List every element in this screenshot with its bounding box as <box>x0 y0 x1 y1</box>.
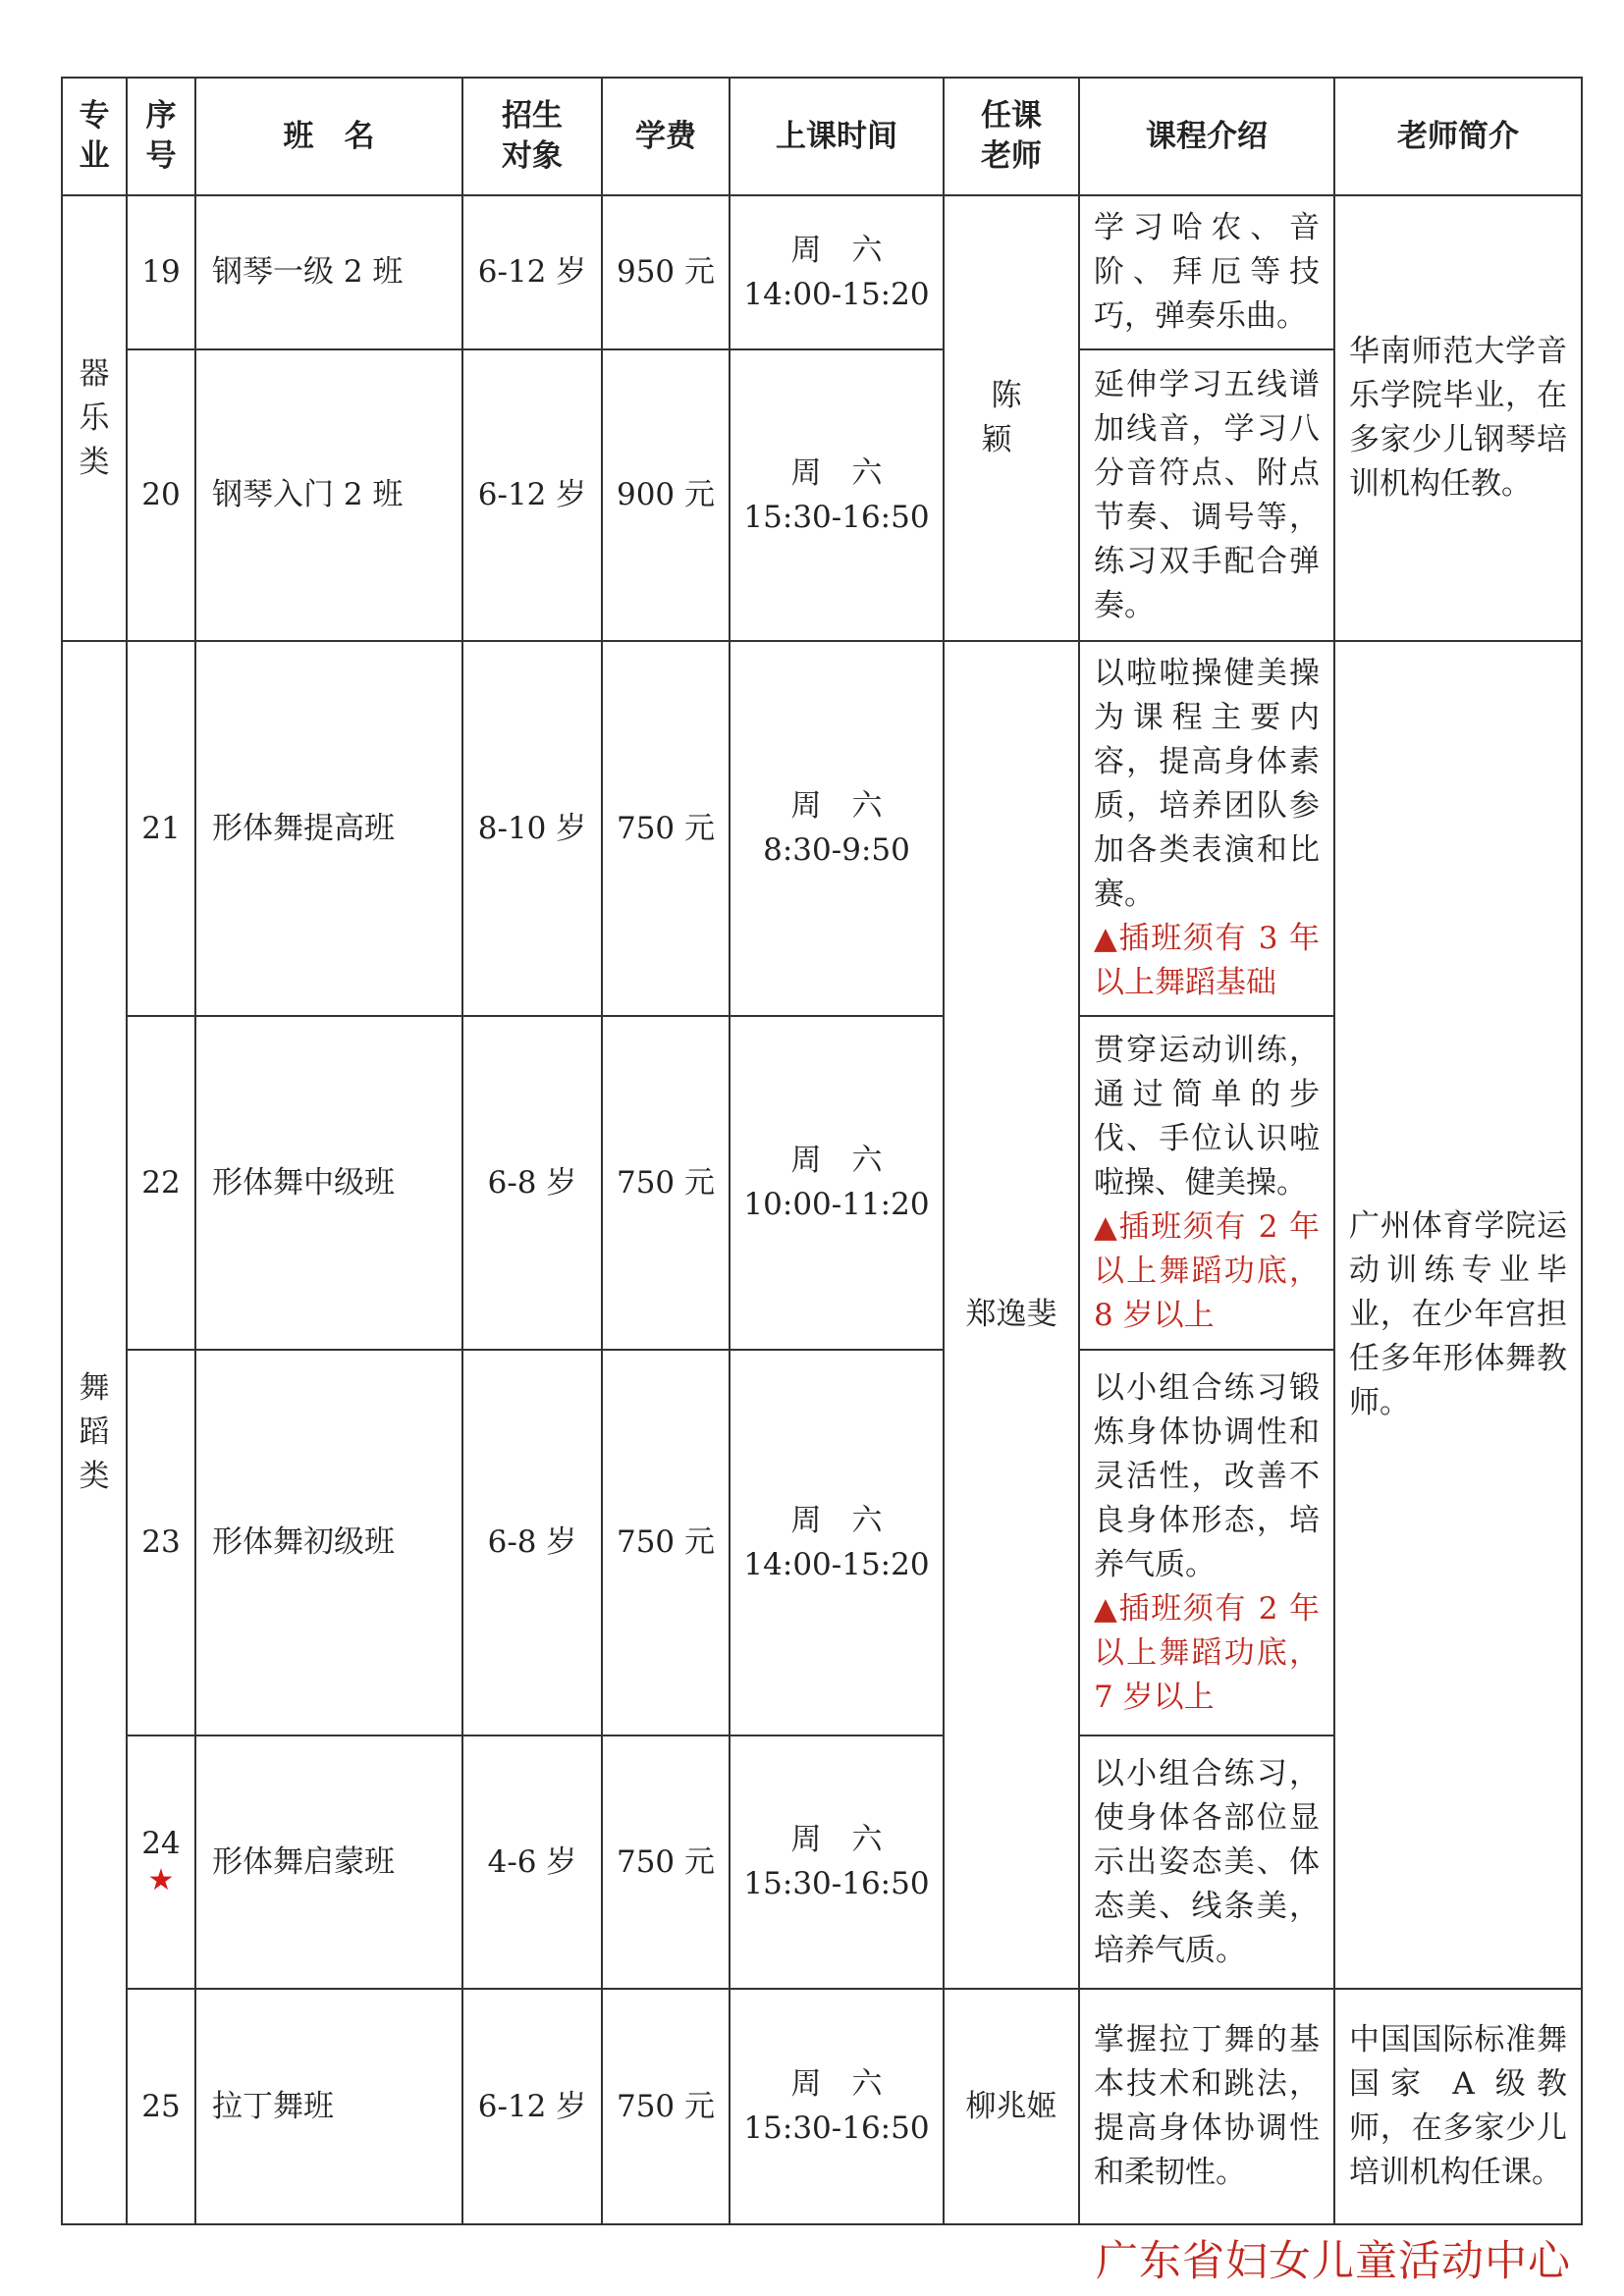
table-row <box>62 195 1582 349</box>
time-cell <box>730 641 944 1016</box>
time-cell <box>730 195 944 349</box>
teacher-intro-cell: 广州体育学院运动训练专业毕业，在少年宫担任多年形体舞教师。 <box>1334 641 1582 1989</box>
day-text: 周 六 <box>790 232 883 268</box>
header-fee: 学费 <box>602 78 730 195</box>
header-seq: 序号 <box>127 78 195 195</box>
header-teacher-intro: 老师简介 <box>1334 78 1582 195</box>
desc-text: 以啦啦操健美操为课程主要内容，提高身体素质，培养团队参加各类表演和比赛。 <box>1094 656 1320 912</box>
time-cell <box>730 1989 944 2224</box>
time-cell <box>730 349 944 641</box>
target-cell: 4-6 岁 <box>462 1735 602 1989</box>
day-text: 周 六 <box>790 454 883 491</box>
desc-text: 贯穿运动训练，通过简单的步伐、手位认识啦啦操、健美操。 <box>1094 1032 1320 1201</box>
course-table <box>61 77 1583 2225</box>
teacher-intro-cell: 华南师范大学音乐学院毕业，在多家少儿钢琴培训机构任教。 <box>1334 195 1582 641</box>
target-cell: 6-12 岁 <box>462 349 602 641</box>
hours-text: 8:30-9:50 <box>763 832 910 868</box>
seq-cell: 21 <box>127 641 195 1016</box>
class-name-cell: 钢琴入门 2 班 <box>195 349 462 641</box>
class-name-cell: 形体舞初级班 <box>195 1350 462 1735</box>
seq-number: 24 <box>141 1826 181 1861</box>
enrollment-note: ▲插班须有 2 年以上舞蹈功底，7 岁以上 <box>1094 1590 1320 1715</box>
header-intro: 课程介绍 <box>1079 78 1334 195</box>
group-instrument: 器乐类 <box>62 195 127 641</box>
desc-cell <box>1079 1016 1334 1350</box>
target-cell: 6-8 岁 <box>462 1016 602 1350</box>
table-row <box>62 641 1582 1016</box>
desc-cell <box>1079 641 1334 1016</box>
hours-text: 10:00-11:20 <box>743 1187 930 1222</box>
seq-cell: 19 <box>127 195 195 349</box>
target-cell: 6-8 岁 <box>462 1350 602 1735</box>
group-dance: 舞蹈类 <box>62 641 127 2224</box>
header-time: 上课时间 <box>730 78 944 195</box>
fee-cell: 750 元 <box>602 1989 730 2224</box>
teacher-cell <box>944 641 1079 1989</box>
teacher-cell <box>944 1989 1079 2224</box>
day-text: 周 六 <box>790 2066 883 2102</box>
fee-cell: 900 元 <box>602 349 730 641</box>
target-cell: 6-12 岁 <box>462 1989 602 2224</box>
fee-cell: 750 元 <box>602 641 730 1016</box>
teacher-name: 陈颖 <box>981 378 1052 457</box>
target-cell: 8-10 岁 <box>462 641 602 1016</box>
desc-cell <box>1079 1350 1334 1735</box>
enrollment-note: ▲插班须有 2 年以上舞蹈功底，8 岁以上 <box>1094 1208 1320 1333</box>
target-cell: 6-12 岁 <box>462 195 602 349</box>
desc-cell: 学习哈农、音阶、拜厄等技巧，弹奏乐曲。 <box>1079 195 1334 349</box>
desc-cell: 以小组合练习，使身体各部位显示出姿态美、体态美、线条美，培养气质。 <box>1079 1735 1334 1989</box>
seq-cell: 20 <box>127 349 195 641</box>
seq-cell <box>127 1735 195 1989</box>
teacher-name: 柳兆姬 <box>965 2088 1057 2124</box>
star-icon: ★ <box>147 1863 175 1897</box>
class-name-cell: 钢琴一级 2 班 <box>195 195 462 349</box>
teacher-name: 郑逸斐 <box>965 1297 1057 1332</box>
time-cell <box>730 1350 944 1735</box>
desc-cell: 延伸学习五线谱加线音，学习八分音符点、附点节奏、调号等，练习双手配合弹奏。 <box>1079 349 1334 641</box>
teacher-cell <box>944 195 1079 641</box>
table-row <box>62 1989 1582 2224</box>
hours-text: 15:30-16:50 <box>743 2110 930 2146</box>
seq-cell: 23 <box>127 1350 195 1735</box>
hours-text: 15:30-16:50 <box>743 1866 930 1901</box>
class-name-cell: 拉丁舞班 <box>195 1989 462 2224</box>
class-name-cell: 形体舞提高班 <box>195 641 462 1016</box>
day-text: 周 六 <box>790 1822 883 1857</box>
fee-cell: 950 元 <box>602 195 730 349</box>
organization-footer: 广东省妇女儿童活动中心 <box>1096 2237 1571 2286</box>
hours-text: 14:00-15:20 <box>743 276 930 312</box>
seq-cell: 25 <box>127 1989 195 2224</box>
time-cell <box>730 1016 944 1350</box>
desc-text: 以小组合练习锻炼身体协调性和灵活性，改善不良身体形态，培养气质。 <box>1094 1369 1320 1582</box>
class-name-cell: 形体舞启蒙班 <box>195 1735 462 1989</box>
header-major: 专业 <box>62 78 127 195</box>
day-text: 周 六 <box>790 1143 883 1178</box>
class-name-cell: 形体舞中级班 <box>195 1016 462 1350</box>
enrollment-note: ▲插班须有 3 年以上舞蹈基础 <box>1094 921 1320 1000</box>
header-teacher: 任课老师 <box>944 78 1079 195</box>
header-target: 招生对象 <box>462 78 602 195</box>
header-class-name: 班 名 <box>195 78 462 195</box>
day-text: 周 六 <box>790 788 883 824</box>
time-cell <box>730 1735 944 1989</box>
desc-cell: 掌握拉丁舞的基本技术和跳法，提高身体协调性和柔韧性。 <box>1079 1989 1334 2224</box>
day-text: 周 六 <box>790 1502 883 1538</box>
fee-cell: 750 元 <box>602 1735 730 1989</box>
header-row <box>62 78 1582 195</box>
fee-cell: 750 元 <box>602 1016 730 1350</box>
fee-cell: 750 元 <box>602 1350 730 1735</box>
teacher-intro-cell: 中国国际标准舞国家 A 级教师，在多家少儿培训机构任课。 <box>1334 1989 1582 2224</box>
hours-text: 14:00-15:20 <box>743 1546 930 1582</box>
seq-cell: 22 <box>127 1016 195 1350</box>
hours-text: 15:30-16:50 <box>743 499 930 535</box>
